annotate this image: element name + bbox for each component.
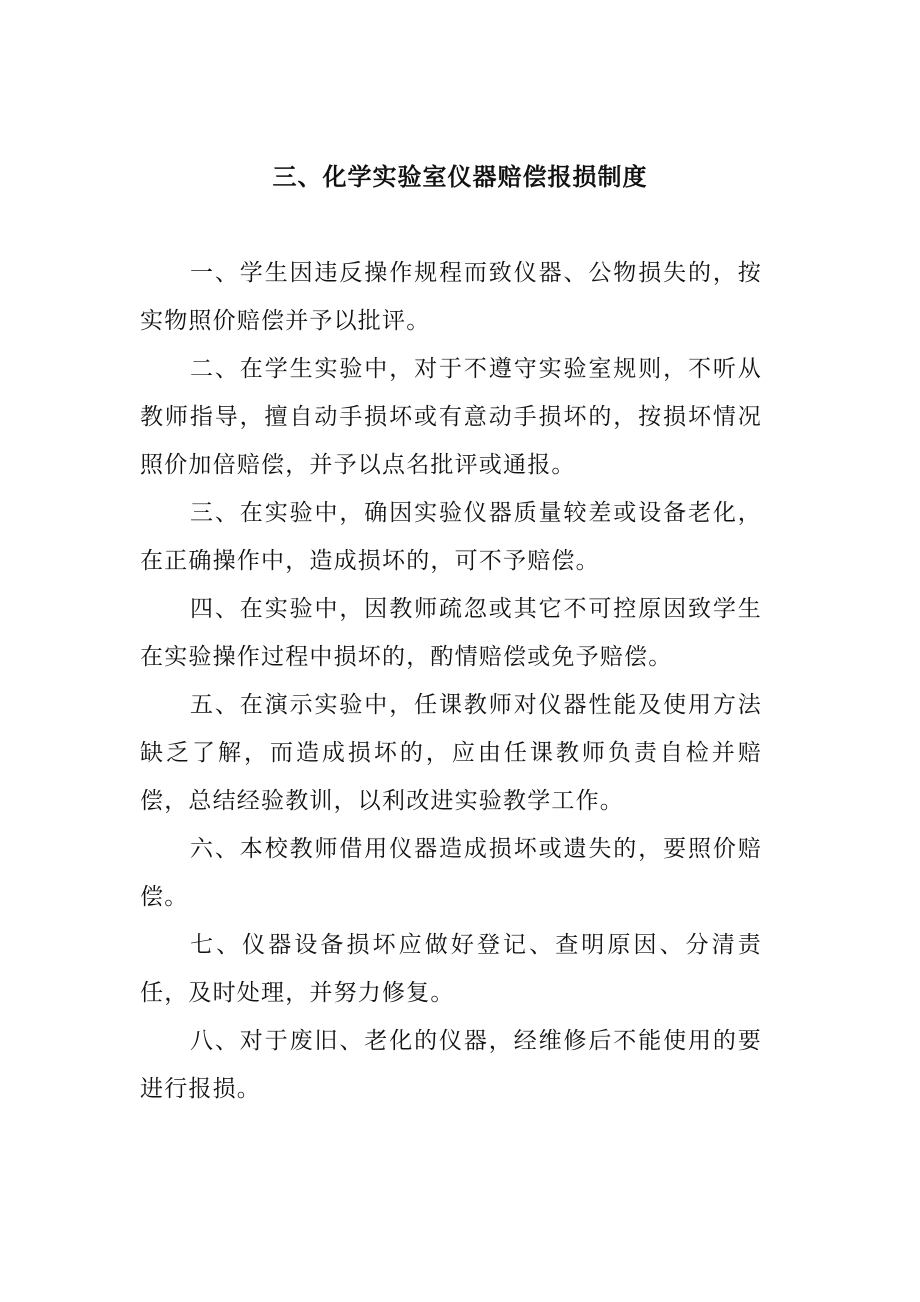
paragraph-3: 三、在实验中，确因实验仪器质量较差或设备老化，在正确操作中，造成损坏的，可不予赔偿。 [140,500,762,574]
paragraph-5: 五、在演示实验中，任课教师对仪器性能及使用方法缺乏了解，而造成损坏的，应由任课教师负责自检并赔偿，总结经验教训，以利改进实验教学工作。 [140,692,762,814]
paragraph-8: 八、对于废旧、老化的仪器，经维修后不能使用的要进行报损。 [140,1028,762,1102]
paragraph-1: 一、学生因违反操作规程而致仪器、公物损失的，按实物照价赔偿并予以批评。 [140,260,762,334]
paragraph-6: 六、本校教师借用仪器造成损坏或遗失的，要照价赔偿。 [140,836,762,910]
paragraph-4: 四、在实验中，因教师疏忽或其它不可控原因致学生在实验操作过程中损坏的，酌情赔偿或免予赔偿。 [140,596,762,670]
document-title: 三、化学实验室仪器赔偿报损制度 [272,163,648,191]
paragraph-2: 二、在学生实验中，对于不遵守实验室规则，不听从教师指导，擅自动手损坏或有意动手损坏的，按损坏情况照价加倍赔偿，并予以点名批评或通报。 [140,356,762,478]
paragraph-7: 七、仪器设备损坏应做好登记、查明原因、分清责任，及时处理，并努力修复。 [140,932,762,1006]
document-body [140,249,762,1113]
